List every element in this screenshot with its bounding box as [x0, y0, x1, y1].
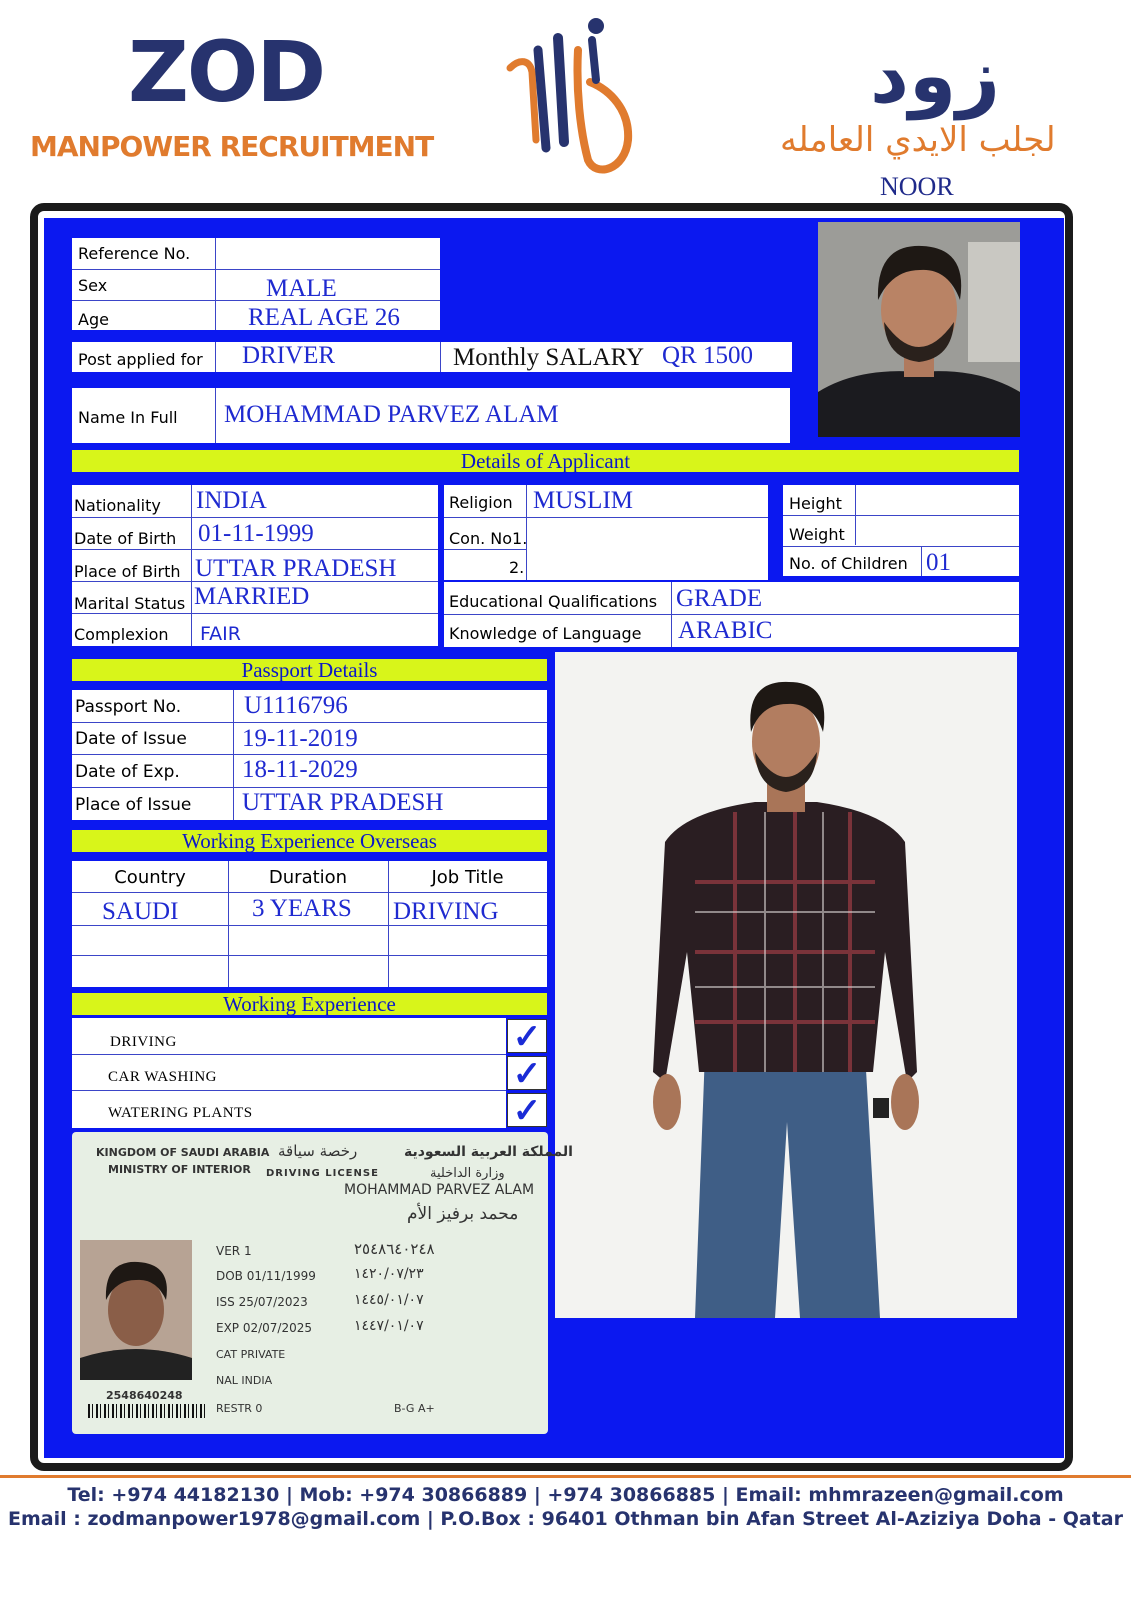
sex-value: MALE — [266, 275, 337, 302]
experience-item-car-washing: CAR WASHING — [108, 1069, 217, 1085]
brand-tagline: MANPOWER RECRUITMENT — [30, 130, 434, 163]
passport-section-bar: Passport Details — [72, 659, 547, 681]
license-nal: NAL INDIA — [216, 1374, 273, 1387]
salary-value: QR 1500 — [662, 342, 753, 369]
salary-label: Monthly SALARY — [453, 344, 645, 371]
overseas-section-bar: Working Experience Overseas — [72, 830, 547, 852]
passport-place-label: Place of Issue — [75, 795, 192, 815]
license-face — [80, 1240, 192, 1380]
passport-number-label: Passport No. — [75, 697, 182, 717]
brand-emblem — [500, 10, 640, 180]
education-label: Educational Qualifications — [449, 592, 658, 611]
passport-place-value: UTTAR PRADESH — [242, 789, 444, 816]
religion-value: MUSLIM — [533, 487, 634, 514]
footer-divider — [0, 1475, 1131, 1478]
passport-issue-label: Date of Issue — [75, 729, 187, 749]
license-holder-en: MOHAMMAD PARVEZ ALAM — [344, 1182, 535, 1198]
nationality-label: Nationality — [74, 496, 161, 515]
license-iss: ISS 25/07/2023 — [216, 1295, 308, 1309]
dob-value: 01-11-1999 — [198, 520, 314, 547]
passport-issue-value: 19-11-2019 — [242, 725, 358, 752]
experience-item-watering: WATERING PLANTS — [108, 1105, 253, 1121]
license-id-number: 2548640248 — [106, 1389, 183, 1402]
overseas-duration: 3 YEARS — [252, 895, 352, 922]
children-label: No. of Children — [789, 554, 908, 573]
name-value: MOHAMMAD PARVEZ ALAM — [224, 401, 559, 428]
experience-section-bar: Working Experience — [72, 993, 547, 1015]
license-ministry-ar: وزارة الداخلية — [430, 1166, 505, 1181]
religion-label: Religion — [449, 493, 513, 512]
post-label: Post applied for — [78, 350, 203, 369]
license-dob: DOB 01/11/1999 — [216, 1269, 316, 1283]
contact2-label: 2. — [509, 558, 525, 577]
license-bg: B-G A+ — [394, 1402, 435, 1415]
language-value: ARABIC — [678, 617, 773, 644]
passport-exp-label: Date of Exp. — [75, 762, 180, 782]
marital-value: MARRIED — [194, 583, 310, 610]
check-icon: ✓ — [507, 1093, 547, 1127]
col-duration: Duration — [268, 867, 348, 888]
experience-item-driving: DRIVING — [110, 1034, 177, 1050]
age-value: REAL AGE 26 — [248, 304, 400, 331]
dob-label: Date of Birth — [74, 529, 177, 548]
col-job-title: Job Title — [431, 867, 504, 888]
check-icon: ✓ — [507, 1056, 547, 1090]
arabic-brand: زود — [870, 31, 1000, 120]
complexion-label: Complexion — [74, 625, 169, 644]
overseas-job: DRIVING — [393, 898, 499, 925]
license-exp-hijri: ١٤٤٧/٠١/٠٧ — [354, 1318, 424, 1334]
passport-exp-value: 18-11-2029 — [242, 756, 358, 783]
noor-label: NOOR — [880, 172, 954, 201]
license-title-en: DRIVING LICENSE — [266, 1168, 379, 1179]
contact1-label: Con. No1. — [449, 529, 528, 548]
license-barcode — [88, 1404, 206, 1418]
marital-label: Marital Status — [74, 594, 186, 613]
complexion-value: FAIR — [200, 623, 241, 645]
license-kingdom-en: KINGDOM OF SAUDI ARABIA — [96, 1146, 270, 1159]
footer-contact-line-1: Tel: +974 44182130 | Mob: +974 30866889 | +974 30866885 | Email: mhmrazeen@gmail.com — [67, 1484, 1064, 1506]
weight-label: Weight — [789, 525, 845, 544]
pob-value: UTTAR PRADESH — [195, 555, 397, 582]
name-label: Name In Full — [78, 408, 178, 427]
reference-label: Reference No. — [78, 244, 191, 263]
license-restr: RESTR 0 — [216, 1402, 263, 1415]
applicant-full-body-photo — [555, 652, 1017, 1318]
check-icon: ✓ — [507, 1019, 547, 1053]
license-dob-hijri: ١٤٢٠/٠٧/٢٣ — [354, 1266, 424, 1282]
driving-license-card — [72, 1132, 573, 1434]
col-country: Country — [114, 867, 186, 888]
height-label: Height — [789, 494, 842, 513]
license-cat: CAT PRIVATE — [216, 1348, 286, 1361]
applicant-portrait-photo — [818, 222, 1020, 437]
age-label: Age — [78, 310, 109, 329]
post-value: DRIVER — [242, 342, 336, 369]
details-section-bar: Details of Applicant — [72, 450, 1019, 472]
sex-label: Sex — [78, 276, 108, 295]
license-holder-ar: محمد برفيز الأم — [407, 1204, 519, 1224]
footer-contact-line-2: Email : zodmanpower1978@gmail.com | P.O.Box : 96401 Othman bin Afan Street Al-Aziziya Doha - Qatar — [8, 1508, 1123, 1530]
license-iss-hijri: ١٤٤٥/٠١/٠٧ — [354, 1292, 424, 1308]
nationality-value: INDIA — [196, 487, 267, 514]
license-kingdom-ar: المملكة العربية السعودية — [404, 1144, 573, 1160]
language-label: Knowledge of Language — [449, 624, 642, 643]
education-value: GRADE — [676, 585, 763, 612]
passport-number-value: U1116796 — [244, 692, 348, 719]
children-value: 01 — [926, 549, 951, 576]
brand-logo-text: ZOD — [128, 23, 325, 121]
license-ministry-en: MINISTRY OF INTERIOR — [108, 1163, 251, 1176]
license-exp: EXP 02/07/2025 — [216, 1321, 313, 1335]
license-id-ar: ٢٥٤٨٦٤٠٢٤٨ — [354, 1240, 435, 1258]
arabic-tagline: لجلب الايدي العامله — [780, 120, 1056, 160]
overseas-country: SAUDI — [102, 898, 179, 925]
pob-label: Place of Birth — [74, 562, 181, 581]
license-title-ar: رخصة سياقة — [278, 1142, 358, 1160]
license-ver: VER 1 — [216, 1244, 252, 1258]
